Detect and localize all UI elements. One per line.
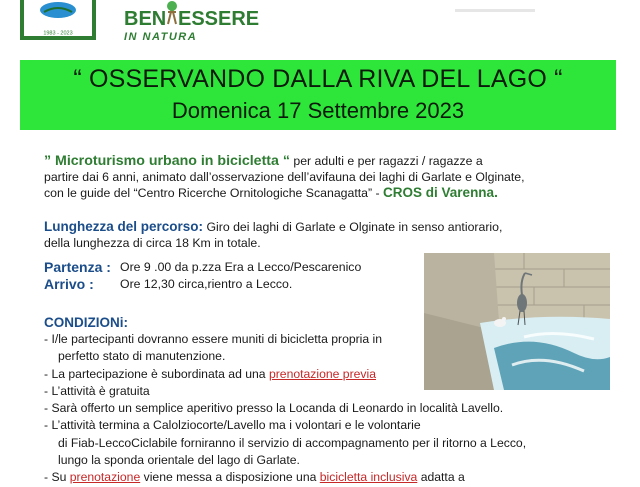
intro-paragraph [44,153,564,201]
condition-4: - Sarà offerto un semplice aperitivo presso la Locanda di Leonardo in località Lavello. [44,401,504,416]
conditions-list [44,331,624,487]
list-item [44,400,624,417]
route-text2: della lunghezza di circa 18 Km in totale. [44,236,261,250]
list-item [44,331,624,366]
prenotazione-link[interactable]: prenotazione [69,470,141,485]
intro-line2: partire dai 6 anni, animato dall’osservazione dell’avifauna dei laghi di Garlate e Olginate, [44,170,525,184]
route-text1: Giro dei laghi di Garlate e Olginate in senso antiorario, [203,220,503,234]
arrival-text: Ore 12,30 circa,rientro a Lecco. [120,277,293,291]
svg-text:IN NATURA: IN NATURA [124,31,198,43]
departure-label: Partenza : [44,259,111,275]
condition-2: - La partecipazione è subordinata ad una [44,366,269,381]
svg-text:BEN: BEN [124,8,167,30]
route-info [44,219,544,251]
benessere-in-natura-logo [122,0,260,44]
departure-text: Ore 9 .00 da p.zza Era a Lecco/Pescarenico [120,260,362,274]
condition-6-pre: - Su [44,470,70,485]
condition-5a: - L’attività termina a Calolziocorte/Lavello ma i volontari e le volontarie [44,418,421,433]
logo-caption: 1983 - 2023 [43,30,73,37]
association-logo [20,0,96,40]
intro-line3: con le guide del “Centro Ricerche Ornitologiche Scanagatta” - [44,186,384,200]
event-title: “ OSSERVANDO DALLA RIVA DEL LAGO “ [73,65,563,93]
list-item [44,366,624,383]
condition-6-post: adatta a [417,470,465,485]
condition-5c: lungo la sponda orientale del lago di Garlate. [58,453,300,468]
conditions-title: CONDIZIONi: [44,315,128,330]
schedule [44,259,361,293]
bicicletta-inclusiva-link[interactable]: bicicletta inclusiva [319,470,418,485]
route-label: Lunghezza del percorso: [44,219,204,234]
microturismo-highlight: ” Microturismo urbano in bicicletta “ [44,153,290,169]
list-item [44,383,624,400]
condition-3: - L’attività è gratuita [44,383,150,398]
condition-6-mid: viene messa a disposizione una [140,470,320,485]
event-date: Domenica 17 Settembre 2023 [171,98,465,123]
condition-5b: di Fiab-LeccoCiclabile forniranno il servizio di accompagnamento per il ritorno a Lecco, [58,435,527,450]
list-item [44,417,624,469]
cros-name: CROS di Varenna. [383,185,498,200]
title-banner [20,60,616,130]
intro-line1: per adulti e per ragazzi / ragazze a [289,154,483,168]
svg-text:ESSERE: ESSERE [178,8,260,30]
arrival-label: Arrivo : [44,276,94,292]
list-item [44,469,624,486]
condition-1a: - I/le partecipanti dovranno essere muniti di bicicletta propria in [44,332,383,346]
prenotazione-previa-link[interactable]: prenotazione previa [268,366,377,381]
condition-1b: perfetto stato di manutenzione. [58,349,226,364]
faded-stamp [455,0,535,6]
